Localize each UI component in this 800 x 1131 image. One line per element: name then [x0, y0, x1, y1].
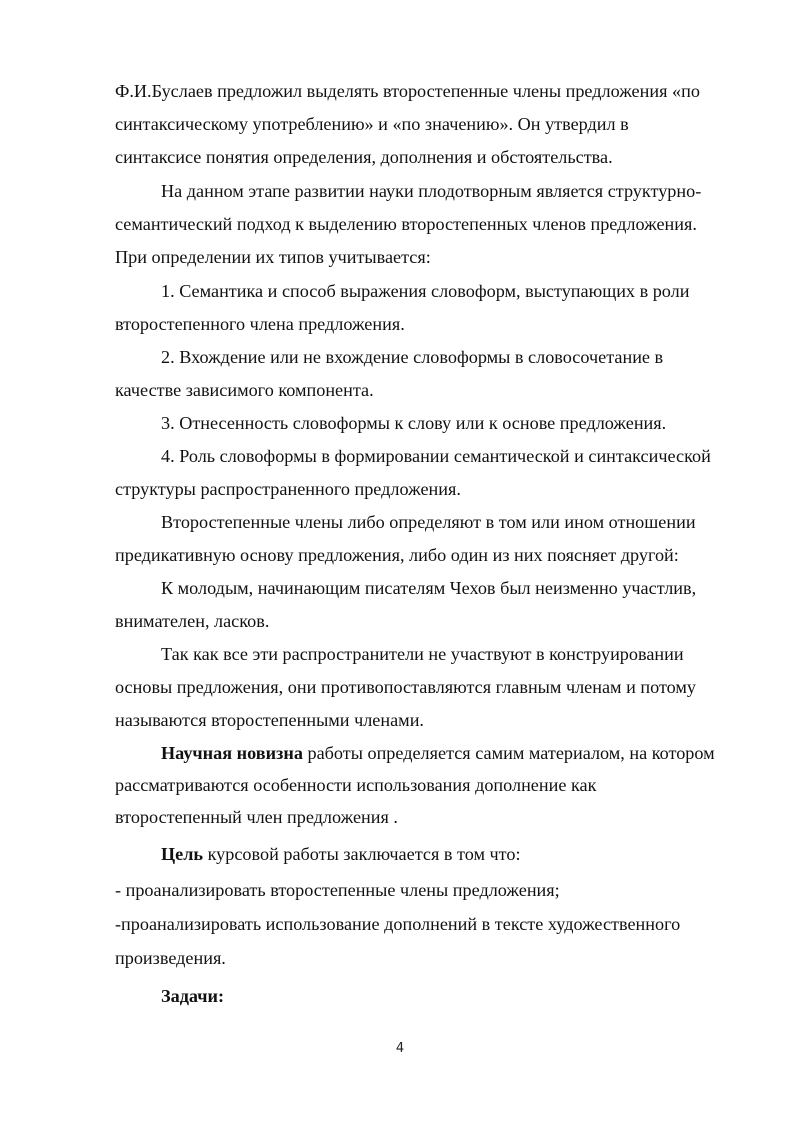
novelty-text: работы определяется самим материалом, на котором	[302, 743, 715, 763]
text-line: При определении их типов учитывается:	[115, 247, 431, 267]
tasks-heading	[161, 985, 224, 1007]
text-line: На данном этапе развитии науки плодотворным является структурно-	[161, 181, 702, 201]
novelty-label: Научная новизна	[161, 743, 303, 763]
text-line: Второстепенные члены либо определяют в том или ином отношении	[161, 512, 696, 532]
list-item-text: 1. Семантика и способ выражения словоформ, выступающих в роли	[161, 281, 690, 301]
text-line: Так как все эти распространители не участвуют в конструировании	[161, 644, 684, 664]
text-line: предикативную основу предложения, либо один из них поясняет другой:	[115, 545, 679, 565]
text-line: синтаксисе понятия определения, дополнения и обстоятельства.	[115, 147, 613, 167]
goal-label: Цель	[161, 844, 204, 864]
novelty-paragraph	[161, 742, 715, 764]
goal-item: произведения.	[115, 948, 226, 968]
tasks-heading-text: Задачи:	[161, 986, 225, 1006]
list-item-text: второстепенного члена предложения.	[115, 314, 405, 334]
example-sentence: внимателен, ласков.	[115, 611, 270, 631]
list-item-text: качестве зависимого компонента.	[115, 380, 374, 400]
page-number: 4	[395, 1041, 405, 1056]
goal-item: -проанализировать использование дополнений в тексте художественного	[115, 914, 681, 934]
list-item-text: 2. Вхождение или не вхождение словоформы в словосочетание в	[161, 347, 664, 367]
goal-paragraph	[161, 843, 521, 865]
text-line: называются второстепенными членами.	[115, 710, 424, 730]
text-line: Ф.И.Буслаев предложил выделять второстепенные члены предложения «по	[115, 81, 700, 101]
example-sentence: К молодым, начинающим писателям Чехов был неизменно участлив,	[161, 578, 697, 598]
text-line: семантический подход к выделению второстепенных членов предложения.	[115, 214, 697, 234]
list-item-text: 4. Роль словоформы в формировании семантической и синтаксической	[161, 446, 711, 466]
text-line: рассматриваются особенности использования дополнение как	[115, 775, 597, 795]
list-item-text: структуры распространенного предложения.	[115, 479, 461, 499]
list-item-text: 3. Отнесенность словоформы к слову или к основе предложения.	[161, 413, 667, 433]
text-line: второстепенный член предложения .	[115, 807, 398, 827]
text-line: синтаксическому употреблению» и «по значению». Он утвердил в	[115, 114, 629, 134]
text-line: основы предложения, они противопоставляются главным членам и потому	[115, 677, 697, 697]
goal-item: - проанализировать второстепенные члены предложения;	[115, 880, 560, 900]
goal-text: курсовой работы заключается в том что:	[203, 844, 521, 864]
